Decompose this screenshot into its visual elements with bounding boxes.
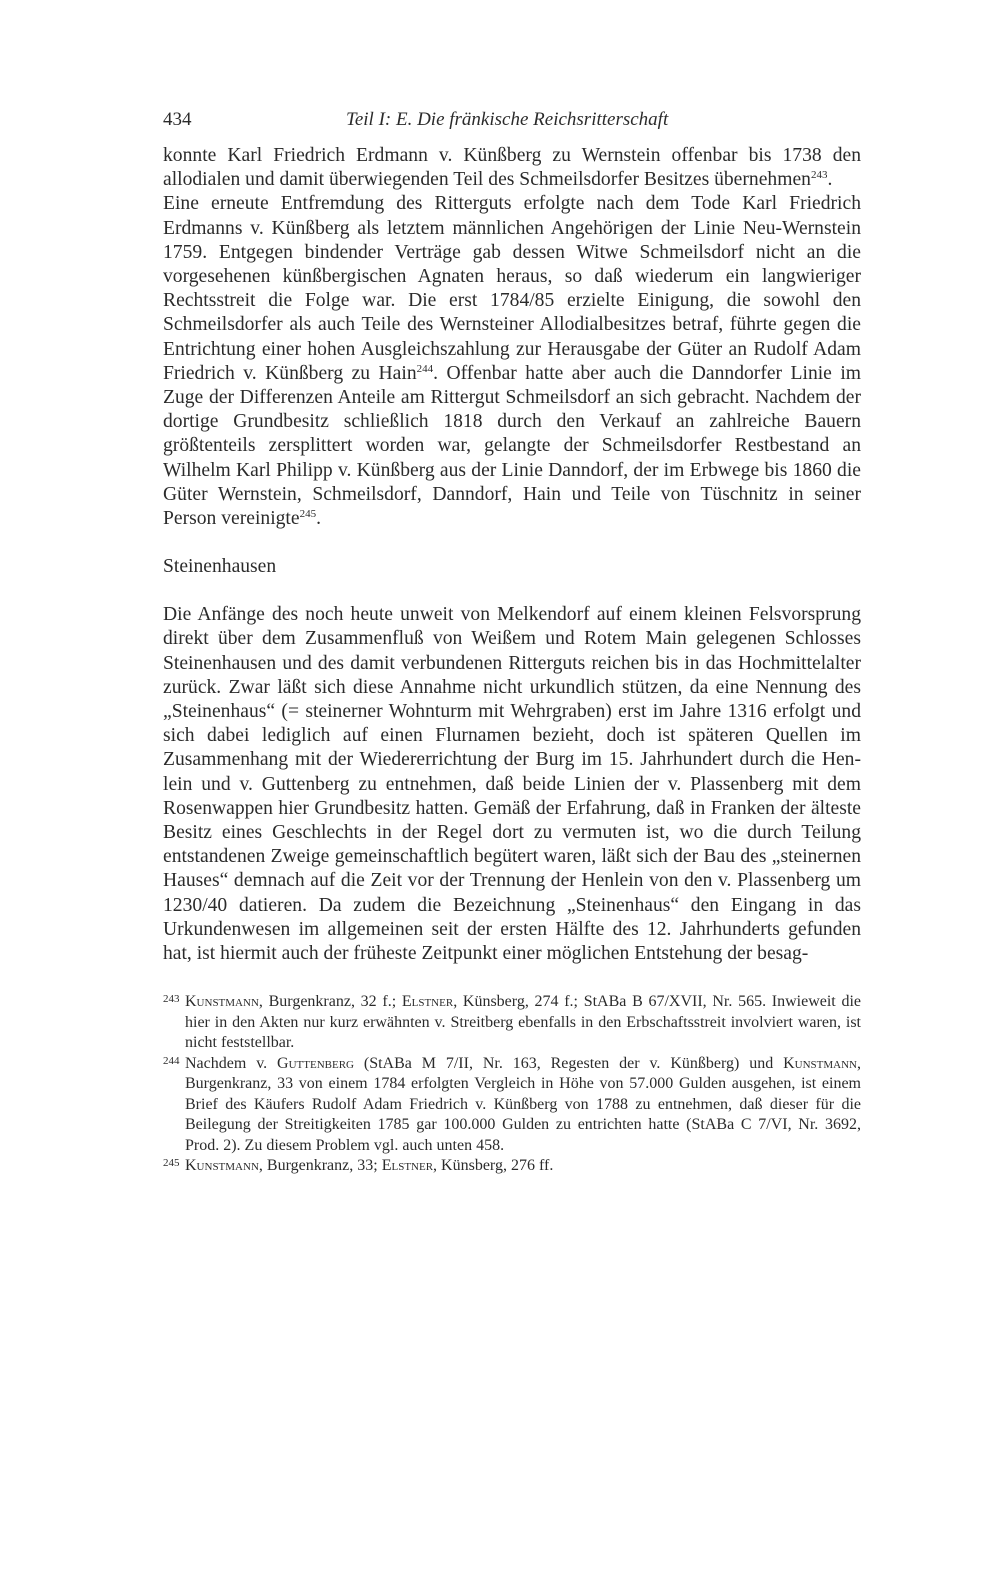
running-title: Teil I: E. Die fränkische Reichsritterschaft	[346, 109, 669, 130]
footnote-text: (StABa M 7/II, Nr. 163, Regesten der v. Künßberg) und	[353, 1054, 784, 1072]
footnote-text: , Burgenkranz, 33 von einem 1784 erfolgten Vergleich in Höhe von 57.000 Gulden ausgehen, ist einem Brief des Käufers Rudolf Adam Friedrich v. Künßberg von 1788 zu entnehmen, daß dieser für die Beilegung der Streitigkeiten 1785 gar 100.000 Gulden zu entrichten hatte (StABa C 7/VI, Nr. 3692, Prod. 2). Zu diesem Problem vgl. auch unten 458.	[185, 1054, 862, 1154]
footnote-244	[163, 1054, 861, 1157]
footnotes	[163, 992, 861, 1177]
paragraph-3	[163, 603, 861, 966]
footnote-author: Guttenberg	[277, 1054, 354, 1072]
paragraph-1-text: konnte Karl Friedrich Erdmann v. Künßberg zu Wernstein offenbar bis 1738 den allodialen und damit überwiegenden Teil des Schmeilsdorfer Besitzes übernehmen	[163, 145, 861, 191]
footnote-text: , Burgenkranz, 32 f.;	[258, 993, 402, 1011]
footnote-ref-243[interactable]: 243	[810, 169, 828, 182]
paragraph-2-text-b: . Offenbar hatte aber auch die Danndorfer Linie im Zuge der Differenzen Anteile am Rittergut Schmeilsdorf an sich gebracht. Nachdem der dortige Grundbesitz schließlich 1818 durch den Verkauf an zahlreiche Bauern größtenteils zersplittert worden war, gelangte der Schmeilsdorfer Restbestand an Wilhelm Karl Philipp v. Künßberg aus der Linie Danndorf, der im Erbwege bis 1860 die Güter Wernstein, Schmeilsdorf, Danndorf, Hain und Teile von Tüschnitz in seiner Person vereinigte	[163, 362, 862, 530]
running-head	[163, 108, 861, 144]
footnote-number: 243	[163, 993, 180, 1006]
page-number: 434	[163, 109, 192, 130]
paragraph-2-end: .	[316, 508, 321, 530]
footnote-243	[163, 992, 861, 1054]
footnote-text: , Burgenkranz, 33;	[258, 1157, 382, 1175]
footnote-author: Elstner	[381, 1157, 434, 1175]
footnote-ref-244[interactable]: 244	[416, 362, 434, 375]
paragraph-3-text: Die Anfänge des noch heute unweit von Melkendorf auf einem kleinen Felsvorsprung direkt über dem Zusammenfluß von Weißem und Rotem Main gelegenen Schlosses Steinenhausen und des damit verbundenen Ritterguts reichen bis in das Hochmittelalter zurück. Zwar läßt sich diese Annahme nicht urkundlich stützen, da eine Nennung des „Steinenhaus“ (= steinerner Wohnturm mit Wehrgraben) erst im Jahre 1316 erfolgt und sich dabei lediglich auf einen Flurnamen bezieht, doch ist späteren Quellen im Zusammenhang mit der Wiedererrichtung der Burg im 15. Jahrhundert durch die Henlein und v. Guttenberg zu entnehmen, daß beide Linien der v. Plassenberg mit dem Rosenwappen hier Grundbesitz hatten. Gemäß der Erfahrung, daß in Franken der älteste Besitz eines Geschlechts in der Regel dort zu vermuten ist, wo die durch Teilung entstandenen Zweige gemeinschaftlich begütert waren, läßt sich der Bau des „steinernen Hauses“ demnach auf die Zeit vor der Trennung der Henlein von den v. Plassenberg um 1230/40 datieren. Da zudem die Bezeichnung „Steinenhaus“ den Eingang in das Urkundenwesen im allgemeinen seit der ersten Hälfte des 12. Jahrhunderts gefunden hat, ist hiermit auch der früheste Zeitpunkt einer möglichen Entstehung der besag-	[163, 604, 861, 965]
body-text	[163, 144, 861, 966]
footnote-text: , Künsberg, 276 ff.	[433, 1157, 554, 1175]
footnote-author: Kunstmann	[783, 1054, 858, 1072]
footnote-number: 245	[163, 1157, 180, 1170]
footnote-author: Elstner	[401, 993, 454, 1011]
paragraph-2	[163, 192, 861, 531]
book-page	[163, 108, 861, 1177]
footnote-ref-245[interactable]: 245	[299, 508, 317, 521]
footnote-text: , Künsberg, 274 f.; StABa B 67/XVII, Nr. 565. Inwieweit die hier in den Akten nur kurz erwähnten v. Streitberg ebenfalls in den Erbschaftsstreit involviert waren, ist nicht feststellbar.	[185, 993, 861, 1052]
paragraph-2-text-a: Eine erneute Entfremdung des Ritterguts erfolgte nach dem Tode Karl Friedrich Erdmanns v. Künßberg als letztem männlichen Angehörigen der Linie Neu-Wernstein 1759. Entgegen bindender Verträge gab dessen Witwe Schmeilsdorf nicht an die vorgesehenen künßbergischen Agnaten heraus, so daß wiederum ein langwieriger Rechtsstreit die Folge war. Die erst 1784/85 erzielte Einigung, die sowohl den Schmeilsdorfer als auch Teile des Wernsteiner Allodialbesitzes betraf, führte gegen die Entrichtung einer hohen Ausgleichszahlung zur Herausgabe der Güter an Rudolf Adam Friedrich v. Künßberg zu Hain	[163, 193, 861, 384]
footnote-author: Kunstmann	[185, 1157, 259, 1175]
footnote-number: 244	[163, 1054, 180, 1067]
paragraph-1	[163, 144, 861, 192]
footnote-author: Kunstmann	[185, 993, 259, 1011]
footnote-245	[163, 1156, 861, 1177]
footnote-text: Nachdem v.	[185, 1054, 278, 1072]
section-heading: Steinenhausen	[163, 556, 277, 578]
paragraph-1-end: .	[827, 169, 833, 191]
